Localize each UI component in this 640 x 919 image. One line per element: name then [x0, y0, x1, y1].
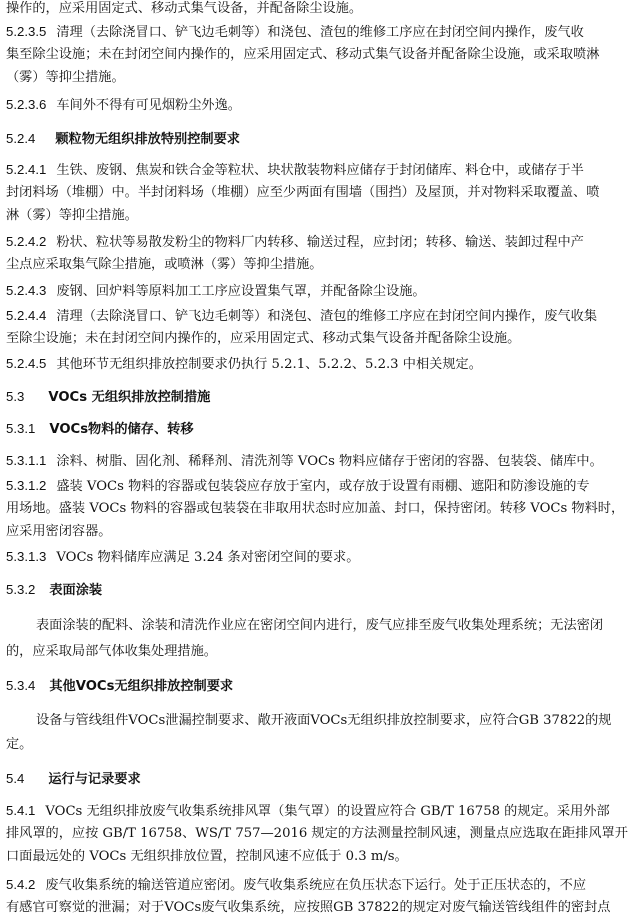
- clause-5-2-3-5: 5.2.3.5 清理（去除浇冒口、铲飞边毛刺等）和浇包、渣包的维修工序应在封闭空间内操作，废气收: [6, 21, 632, 43]
- section-heading-5-4: [6, 768, 632, 790]
- clause-5-3-1-2: 5.3.1.2 盛装 VOCs 物料的容器或包装袋应存放于室内，或存放于设置有雨棚、遮阳和防渗设施的专: [6, 475, 632, 497]
- section-heading-5-3: [6, 386, 632, 408]
- paragraph-line: 定。: [6, 737, 33, 752]
- paragraph-line: 口面最远处的 VOCs 无组织排放位置，控制风速不应低于 0.3 m/s。: [6, 849, 408, 864]
- clause-number: 5.2.4.1: [6, 162, 47, 177]
- paragraph-line: 淋（雾）等抑尘措施。: [6, 208, 138, 223]
- heading-text: VOCs 无组织排放控制措施: [48, 390, 211, 405]
- heading-number: 5.3.1: [6, 421, 36, 436]
- clause-5-4-2: 5.4.2 废气收集系统的输送管道应密闭。废气收集系统应在负压状态下运行。处于正压状态的，不应: [6, 874, 632, 896]
- clause-number: 5.3.1.2: [6, 478, 47, 493]
- heading-text: VOCs物料的储存、转移: [49, 422, 194, 437]
- heading-number: 5.4: [6, 771, 25, 786]
- clause-5-2-3-6: 5.2.3.6 车间外不得有可见烟粉尘外逸。: [6, 94, 632, 116]
- clause-5-2-4-4: 5.2.4.4 清理（去除浇冒口、铲飞边毛刺等）和浇包、渣包的维修工序应在封闭空间内操作，废气收集: [6, 305, 632, 327]
- paragraph-line: 用场地。盛装 VOCs 物料的容器或包装袋在非取用状态时应加盖、封口，保持密闭。转移 VOCs 物料时，: [6, 501, 625, 516]
- heading-number: 5.2.4: [6, 131, 36, 146]
- paragraph-line: 操作的，应采用固定式、移动式集气设备，并配备除尘设施。: [6, 1, 363, 16]
- clause-5-3-1-3: 5.3.1.3 VOCs 物料储库应满足 3.24 条对密闭空间的要求。: [6, 546, 632, 568]
- clause-number: 5.2.4.3: [6, 283, 47, 298]
- paragraph-line: 排风罩的，应按 GB/T 16758、WS/T 757—2016 规定的方法测量控制风速，测量点应选取在距排风罩开: [6, 826, 628, 841]
- heading-text: 其他VOCs无组织排放控制要求: [49, 679, 234, 694]
- clause-number: 5.2.4.5: [6, 356, 47, 371]
- clause-number: 5.4.2: [6, 877, 36, 892]
- section-heading-5-3-4: [6, 675, 632, 697]
- clause-5-2-4-3: 5.2.4.3 废钢、回炉料等原料加工工序应设置集气罩，并配备除尘设施。: [6, 280, 632, 302]
- clause-number: 5.2.4.4: [6, 308, 47, 323]
- heading-text: 运行与记录要求: [48, 772, 141, 787]
- paragraph-line: 表面涂装的配料、涂装和清洗作业应在密闭空间内进行，废气应排至废气收集处理系统；无法密闭: [36, 618, 604, 633]
- section-heading-5-2-4: [6, 128, 632, 150]
- paragraph-line: 至除尘设施；未在封闭空间内操作的，应采用固定式、移动式集气设备并配备除尘设施。: [6, 331, 521, 346]
- heading-number: 5.3.2: [6, 582, 36, 597]
- paragraph-line: 有感官可察觉的泄漏；对于VOCs废气收集系统，应按照GB 37822的规定对废气输送管线组件的密封点: [6, 900, 611, 915]
- clause-number: 5.2.3.5: [6, 24, 47, 39]
- paragraph-line: 尘点应采取集气除尘措施，或喷淋（雾）等抑尘措施。: [6, 257, 323, 272]
- paragraph-line: （雾）等抑尘措施。: [6, 70, 125, 85]
- clause-5-2-4-5: 5.2.4.5 其他环节无组织排放控制要求仍执行 5.2.1、5.2.2、5.2.3 中相关规定。: [6, 353, 632, 375]
- paragraph-line: 集至除尘设施；未在封闭空间内操作的，应采用固定式、移动式集气设备并配备除尘设施，或采取喷淋: [6, 47, 600, 62]
- paragraph-line: 设备与管线组件VOCs泄漏控制要求、敞开液面VOCs无组织排放控制要求，应符合GB 37822的规: [36, 713, 612, 728]
- heading-number: 5.3: [6, 389, 25, 404]
- heading-text: 颗粒物无组织排放特别控制要求: [55, 132, 240, 147]
- clause-number: 5.3.1.3: [6, 549, 47, 564]
- clause-5-4-1: 5.4.1 VOCs 无组织排放废气收集系统排风罩（集气罩）的设置应符合 GB/T 16758 的规定。采用外部: [6, 800, 632, 822]
- heading-number: 5.3.4: [6, 678, 36, 693]
- paragraph-line: 的，应采取局部气体收集处理措施。: [6, 644, 217, 659]
- clause-number: 5.4.1: [6, 803, 36, 818]
- clause-5-2-4-1: 5.2.4.1 生铁、废钢、焦炭和铁合金等粒状、块状散装物料应储存于封闭储库、料仓中，或储存于半: [6, 159, 632, 181]
- clause-5-2-4-2: 5.2.4.2 粉状、粒状等易散发粉尘的物料厂内转移、输送过程，应封闭；转移、输送、装卸过程中产: [6, 231, 632, 253]
- section-heading-5-3-2: [6, 579, 632, 601]
- clause-number: 5.3.1.1: [6, 453, 47, 468]
- clause-number: 5.2.3.6: [6, 97, 47, 112]
- heading-text: 表面涂装: [49, 583, 103, 598]
- paragraph-line: 应采用密闭容器。: [6, 524, 112, 539]
- paragraph-line: 封闭料场（堆棚）中。半封闭料场（堆棚）应至少两面有围墙（围挡）及屋顶，并对物料采取覆盖、喷: [6, 185, 600, 200]
- clause-5-3-1-1: 5.3.1.1 涂料、树脂、固化剂、稀释剂、清洗剂等 VOCs 物料应储存于密闭的容器、包装袋、储库中。: [6, 450, 632, 472]
- clause-number: 5.2.4.2: [6, 234, 47, 249]
- section-heading-5-3-1: [6, 418, 632, 440]
